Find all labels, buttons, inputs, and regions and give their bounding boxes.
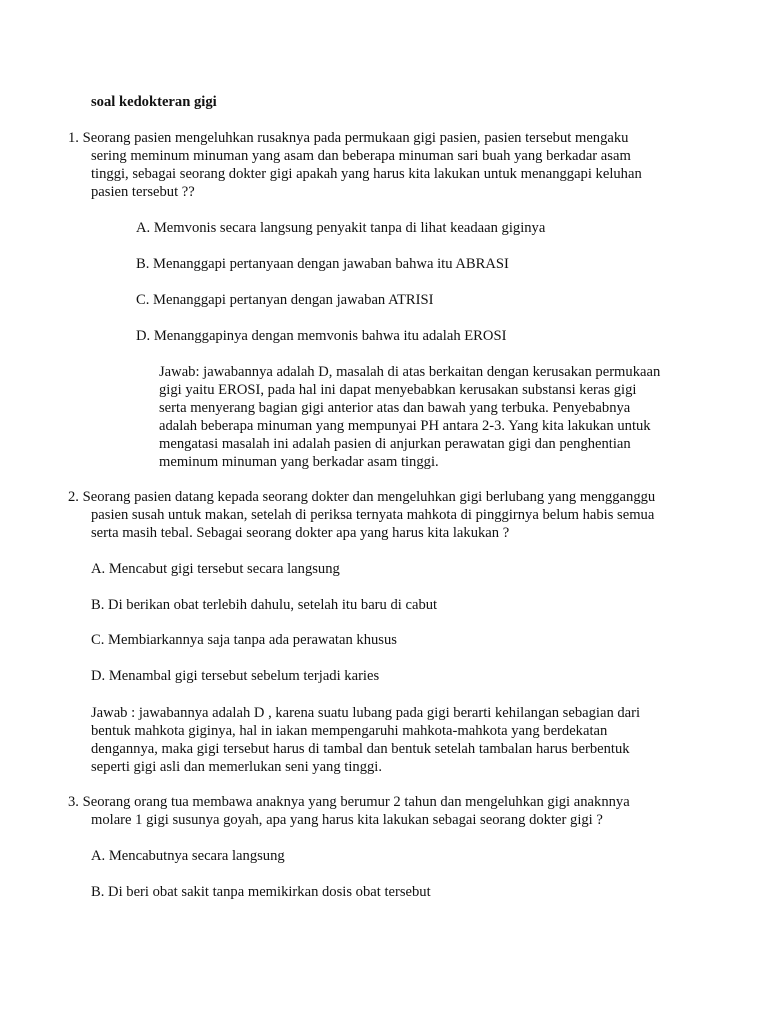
question-1-answer-line-5: mengatasi masalah ini adalah pasien di anjurkan perawatan gigi dan penghentian [159, 436, 631, 452]
question-1-line-3: tinggi, sebagai seorang dokter gigi apakah yang harus kita lakukan untuk menanggapi keluhan [91, 166, 642, 182]
question-3-line-2: molare 1 gigi susunya goyah, apa yang harus kita lakukan sebagai seorang dokter gigi ? [91, 812, 603, 828]
document-title: soal kedokteran gigi [91, 94, 217, 110]
question-3-option-a: A. Mencabutnya secara langsung [91, 848, 285, 864]
question-2-option-d: D. Menambal gigi tersebut sebelum terjadi karies [91, 668, 380, 684]
question-1-line-2: sering meminum minuman yang asam dan beberapa minuman sari buah yang berkadar asam [91, 148, 631, 164]
question-2-answer-line-4: seperti gigi asli dan memerlukan seni yang tinggi. [91, 759, 382, 775]
question-1-option-d: D. Menanggapinya dengan memvonis bahwa itu adalah EROSI [136, 328, 507, 344]
question-2-line-1: 2. Seorang pasien datang kepada seorang dokter dan mengeluhkan gigi berlubang yang mengganggu [68, 489, 656, 505]
question-1-answer-line-1: Jawab: jawabannya adalah D, masalah di atas berkaitan dengan kerusakan permukaan [159, 364, 661, 380]
question-1-answer-line-2: gigi yaitu EROSI, pada hal ini dapat menyebabkan kerusakan substansi keras gigi [159, 382, 637, 398]
question-2-line-3: serta masih tebal. Sebagai seorang dokter apa yang harus kita lakukan ? [91, 525, 510, 541]
question-3-option-b: B. Di beri obat sakit tanpa memikirkan dosis obat tersebut [91, 884, 431, 900]
question-2-option-c: C. Membiarkannya saja tanpa ada perawatan khusus [91, 632, 397, 648]
question-1-line-4: pasien tersebut ?? [91, 184, 195, 200]
question-1-answer-line-3: serta menyerang bagian gigi anterior atas dan bawah yang terbuka. Penyebabnya [159, 400, 631, 416]
question-1-answer-line-4: adalah beberapa minuman yang mempunyai PH antara 2-3. Yang kita lakukan untuk [159, 418, 651, 434]
question-2-line-2: pasien susah untuk makan, setelah di periksa ternyata mahkota di pinggirnya belum habis semua [91, 507, 655, 523]
question-1-option-b: B. Menanggapi pertanyaan dengan jawaban bahwa itu ABRASI [136, 256, 509, 272]
question-2-option-a: A. Mencabut gigi tersebut secara langsung [91, 561, 340, 577]
question-2-answer-line-3: dengannya, maka gigi tersebut harus di tambal dan bentuk setelah tambalan harus berbentuk [91, 741, 630, 757]
question-2-answer-line-2: bentuk mahkota giginya, hal in iakan mempengaruhi mahkota-mahkota yang berdekatan [91, 723, 608, 739]
question-1-line-1: 1. Seorang pasien mengeluhkan rusaknya pada permukaan gigi pasien, pasien tersebut mengaku [68, 130, 629, 146]
question-2-answer-line-1: Jawab : jawabannya adalah D , karena suatu lubang pada gigi berarti kehilangan sebagian dari [91, 705, 641, 721]
question-1-answer-line-6: meminum minuman yang berkadar asam tinggi. [159, 454, 439, 470]
question-1-option-a: A. Memvonis secara langsung penyakit tanpa di lihat keadaan giginya [136, 220, 546, 236]
question-1-option-c: C. Menanggapi pertanyan dengan jawaban ATRISI [136, 292, 434, 308]
question-2-option-b: B. Di berikan obat terlebih dahulu, setelah itu baru di cabut [91, 597, 438, 613]
question-3-line-1: 3. Seorang orang tua membawa anaknya yang berumur 2 tahun dan mengeluhkan gigi anaknnya [68, 794, 630, 810]
